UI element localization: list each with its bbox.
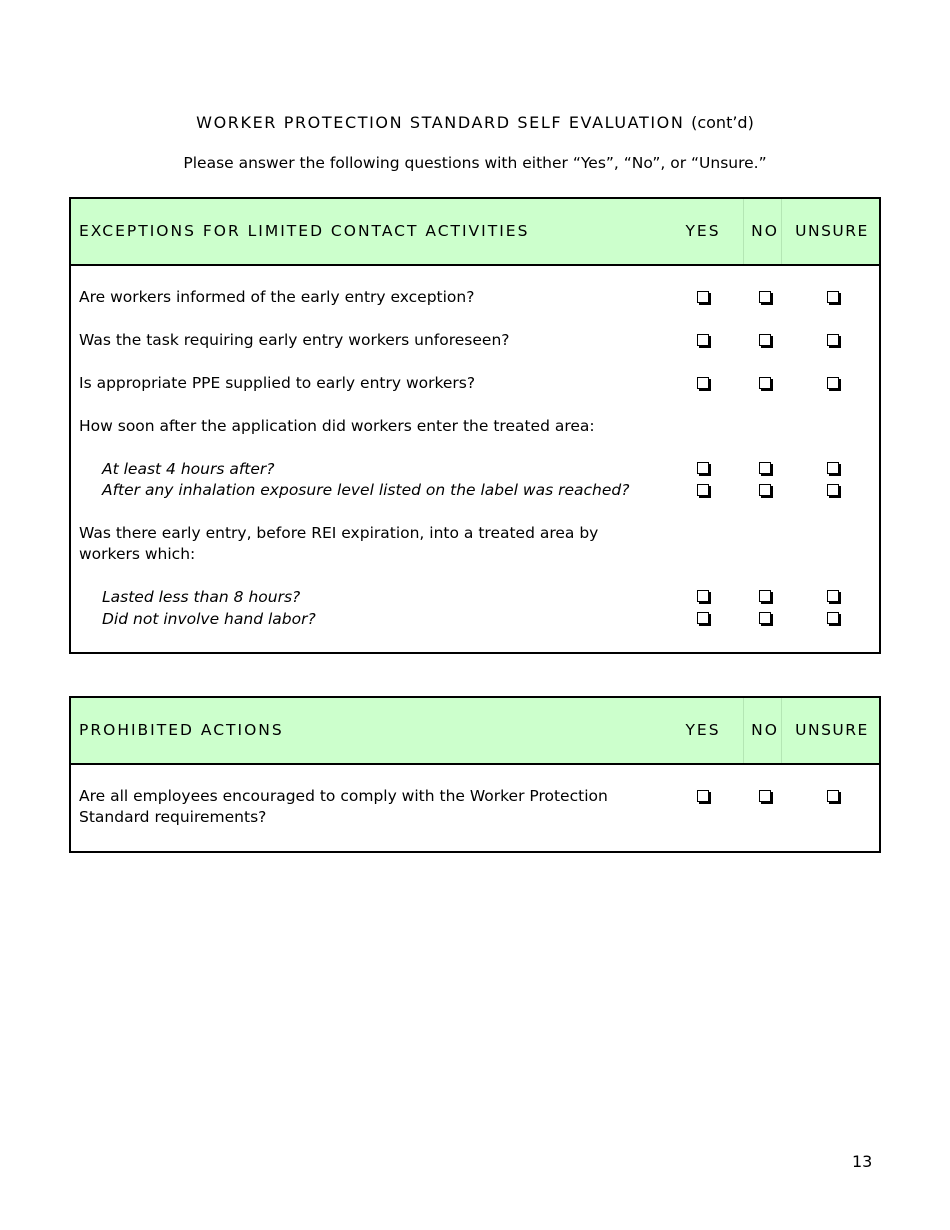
section-header: [71, 698, 879, 765]
checkbox-no[interactable]: [759, 590, 771, 602]
question-label: Is appropriate PPE supplied to early entry workers?: [79, 374, 476, 392]
title-suffix: (cont’d): [691, 113, 754, 132]
column-header-yes: YES: [685, 222, 721, 240]
section-exceptions: [69, 197, 881, 654]
column-divider: [743, 199, 744, 264]
checkbox-yes[interactable]: [697, 612, 709, 624]
column-divider: [781, 698, 782, 763]
checkbox-no[interactable]: [759, 334, 771, 346]
column-header-yes: YES: [685, 721, 721, 739]
checkbox-no[interactable]: [759, 612, 771, 624]
checkbox-yes[interactable]: [697, 590, 709, 602]
checkbox-no[interactable]: [759, 377, 771, 389]
checkbox-unsure[interactable]: [827, 377, 839, 389]
checkbox-unsure[interactable]: [827, 334, 839, 346]
checkbox-no[interactable]: [759, 291, 771, 303]
checkbox-unsure[interactable]: [827, 790, 839, 802]
checkbox-unsure[interactable]: [827, 484, 839, 496]
column-header-no: NO: [751, 721, 779, 739]
sub-question-label: At least 4 hours after?: [102, 460, 275, 478]
column-header-no: NO: [751, 222, 779, 240]
checkbox-yes[interactable]: [697, 462, 709, 474]
section-prohibited-actions: [69, 696, 881, 853]
instructions: Please answer the following questions with either “Yes”, “No”, or “Unsure.”: [183, 154, 767, 172]
checkbox-unsure[interactable]: [827, 612, 839, 624]
title-text: WORKER PROTECTION STANDARD SELF EVALUATION: [196, 113, 685, 132]
column-divider: [743, 698, 744, 763]
column-divider: [781, 199, 782, 264]
checkbox-yes[interactable]: [697, 291, 709, 303]
column-header-unsure: UNSURE: [795, 222, 869, 240]
checkbox-unsure[interactable]: [827, 590, 839, 602]
checkbox-no[interactable]: [759, 484, 771, 496]
checkbox-unsure[interactable]: [827, 462, 839, 474]
page-title: [0, 113, 950, 132]
question-label: Are all employees encouraged to comply with the Worker Protection Standard requirements?: [79, 787, 608, 826]
question-label: Was the task requiring early entry workers unforeseen?: [79, 331, 510, 349]
checkbox-yes[interactable]: [697, 377, 709, 389]
sub-question-label: After any inhalation exposure level listed on the label was reached?: [102, 481, 630, 499]
checkbox-unsure[interactable]: [827, 291, 839, 303]
question-label: Was there early entry, before REI expiration, into a treated area by workers which:: [79, 524, 599, 563]
checkbox-yes[interactable]: [697, 790, 709, 802]
question-label: Are workers informed of the early entry exception?: [79, 288, 475, 306]
checkbox-no[interactable]: [759, 790, 771, 802]
checkbox-yes[interactable]: [697, 334, 709, 346]
sub-question-label: Did not involve hand labor?: [102, 610, 316, 628]
question-label: How soon after the application did workers enter the treated area:: [79, 417, 595, 435]
section-title: PROHIBITED ACTIONS: [79, 721, 284, 739]
section-header: [71, 199, 879, 266]
sub-question-label: Lasted less than 8 hours?: [102, 588, 301, 606]
page-number: 13: [852, 1152, 873, 1171]
checkbox-yes[interactable]: [697, 484, 709, 496]
column-header-unsure: UNSURE: [795, 721, 869, 739]
section-title: EXCEPTIONS FOR LIMITED CONTACT ACTIVITIES: [79, 222, 530, 240]
checkbox-no[interactable]: [759, 462, 771, 474]
